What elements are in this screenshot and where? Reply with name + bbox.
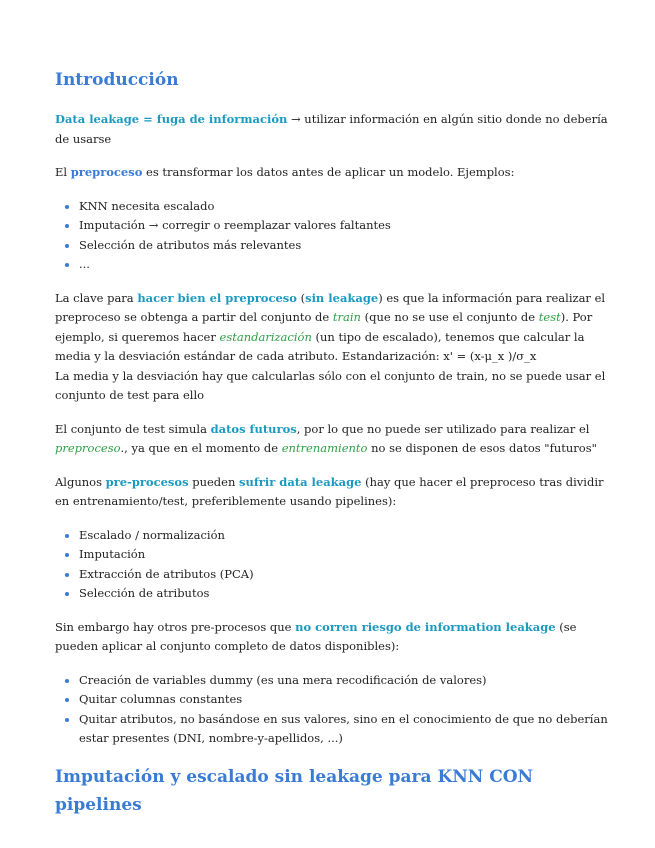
document-page xyxy=(55,66,608,835)
safe-preprocess-list xyxy=(55,671,608,749)
leakage-prone-list xyxy=(55,526,608,604)
term-train: train xyxy=(332,310,361,324)
paragraph-test-futuro xyxy=(55,420,608,459)
text-fragment: es transformar los datos antes de aplicar un modelo. Ejemplos: xyxy=(142,165,515,179)
term-entrenamiento: entrenamiento xyxy=(281,441,368,455)
term-pre-procesos: pre-procesos xyxy=(105,474,189,489)
examples-list xyxy=(55,197,608,275)
term-test: test xyxy=(538,310,561,324)
term-estandarizacion: estandarización xyxy=(219,329,312,344)
list-item: • KNN necesita escalado xyxy=(79,197,608,217)
term-preproceso-italic: preproceso xyxy=(55,441,121,455)
term-preproceso: preproceso xyxy=(70,165,143,179)
list-item: • ... xyxy=(79,255,608,275)
text-fragment: ., ya que en el momento de xyxy=(120,441,282,455)
text-fragment: El conjunto de test simula xyxy=(55,421,211,436)
list-item: • Imputación → corregir o reemplazar valores faltantes xyxy=(79,216,608,236)
text-fragment: , por lo que no puede ser utilizado para realizar el xyxy=(296,421,590,436)
list-item: • Creación de variables dummy (es una mera recodificación de valores) xyxy=(79,671,608,691)
list-item: • Selección de atributos xyxy=(79,584,608,604)
term-sin-leakage: sin leakage xyxy=(305,290,379,305)
term-fuga-de-informacion: fuga de información xyxy=(156,112,288,126)
list-item: • Imputación xyxy=(79,545,608,565)
text-fragment: El xyxy=(55,165,71,179)
paragraph-data-leakage xyxy=(55,110,608,149)
list-item: • Extracción de atributos (PCA) xyxy=(79,565,608,585)
text-fragment: pueden xyxy=(188,474,240,489)
text-fragment: ) es que la información para realizar el preproceso se obtenga a partir del conjunto de xyxy=(55,290,606,324)
text-fragment: ( xyxy=(296,290,306,305)
text-fragment: (un tipo de escalado), tenemos que calcular la media y la desviación estándar de cada atributo. Estandarización: x' = (x-μ_x )/σ_x xyxy=(55,329,585,363)
list-item: • Quitar atributos, no basándose en sus valores, sino en el conocimiento de que no deberían estar presentes (DNI, nombre-y-apellidos, ...) xyxy=(79,710,608,749)
list-item: • Escalado / normalización xyxy=(79,526,608,546)
text-fragment: La clave para xyxy=(55,290,138,305)
section-heading-imputacion-escalado: Imputación y escalado sin leakage para KNN CON pipelines xyxy=(55,766,534,815)
text-fragment: no se disponen de esos datos "futuros" xyxy=(367,441,597,455)
term-datos-futuros: datos futuros xyxy=(210,421,297,436)
text-fragment: (que no se use el conjunto de xyxy=(360,310,539,324)
paragraph-preproceso xyxy=(55,163,608,183)
list-item: • Quitar columnas constantes xyxy=(79,690,608,710)
equals-sign: = xyxy=(139,112,157,126)
term-data-leakage: Data leakage xyxy=(55,112,140,126)
section-heading-introduccion: Introducción xyxy=(55,70,179,90)
paragraph-preprocesos-leakage xyxy=(55,473,608,512)
term-no-corren-riesgo: no corren riesgo de information leakage xyxy=(295,619,556,634)
text-fragment: Sin embargo hay otros pre-procesos que xyxy=(55,619,296,634)
text-fragment: Algunos xyxy=(55,474,106,489)
text-fragment: La media y la desviación hay que calcularlas sólo con el conjunto de train, no se puede usar el conjunto de test para ello xyxy=(55,368,606,402)
list-item: • Selección de atributos más relevantes xyxy=(79,236,608,256)
paragraph-clave xyxy=(55,289,608,406)
definition-text: → utilizar información en algún sitio donde no debería de usarse xyxy=(55,112,608,146)
term-sufrir-data-leakage: sufrir data leakage xyxy=(239,474,362,489)
text-fragment: (hay que hacer el preproceso tras dividir en entrenamiento/test, preferiblemente usando pipelines): xyxy=(55,474,604,508)
term-hacer-bien-preproceso: hacer bien el preproceso xyxy=(137,290,297,305)
text-fragment: ). Por ejemplo, si queremos hacer xyxy=(55,310,593,344)
paragraph-sin-riesgo xyxy=(55,618,608,657)
text-fragment: (se pueden aplicar al conjunto completo de datos disponibles): xyxy=(55,619,577,653)
